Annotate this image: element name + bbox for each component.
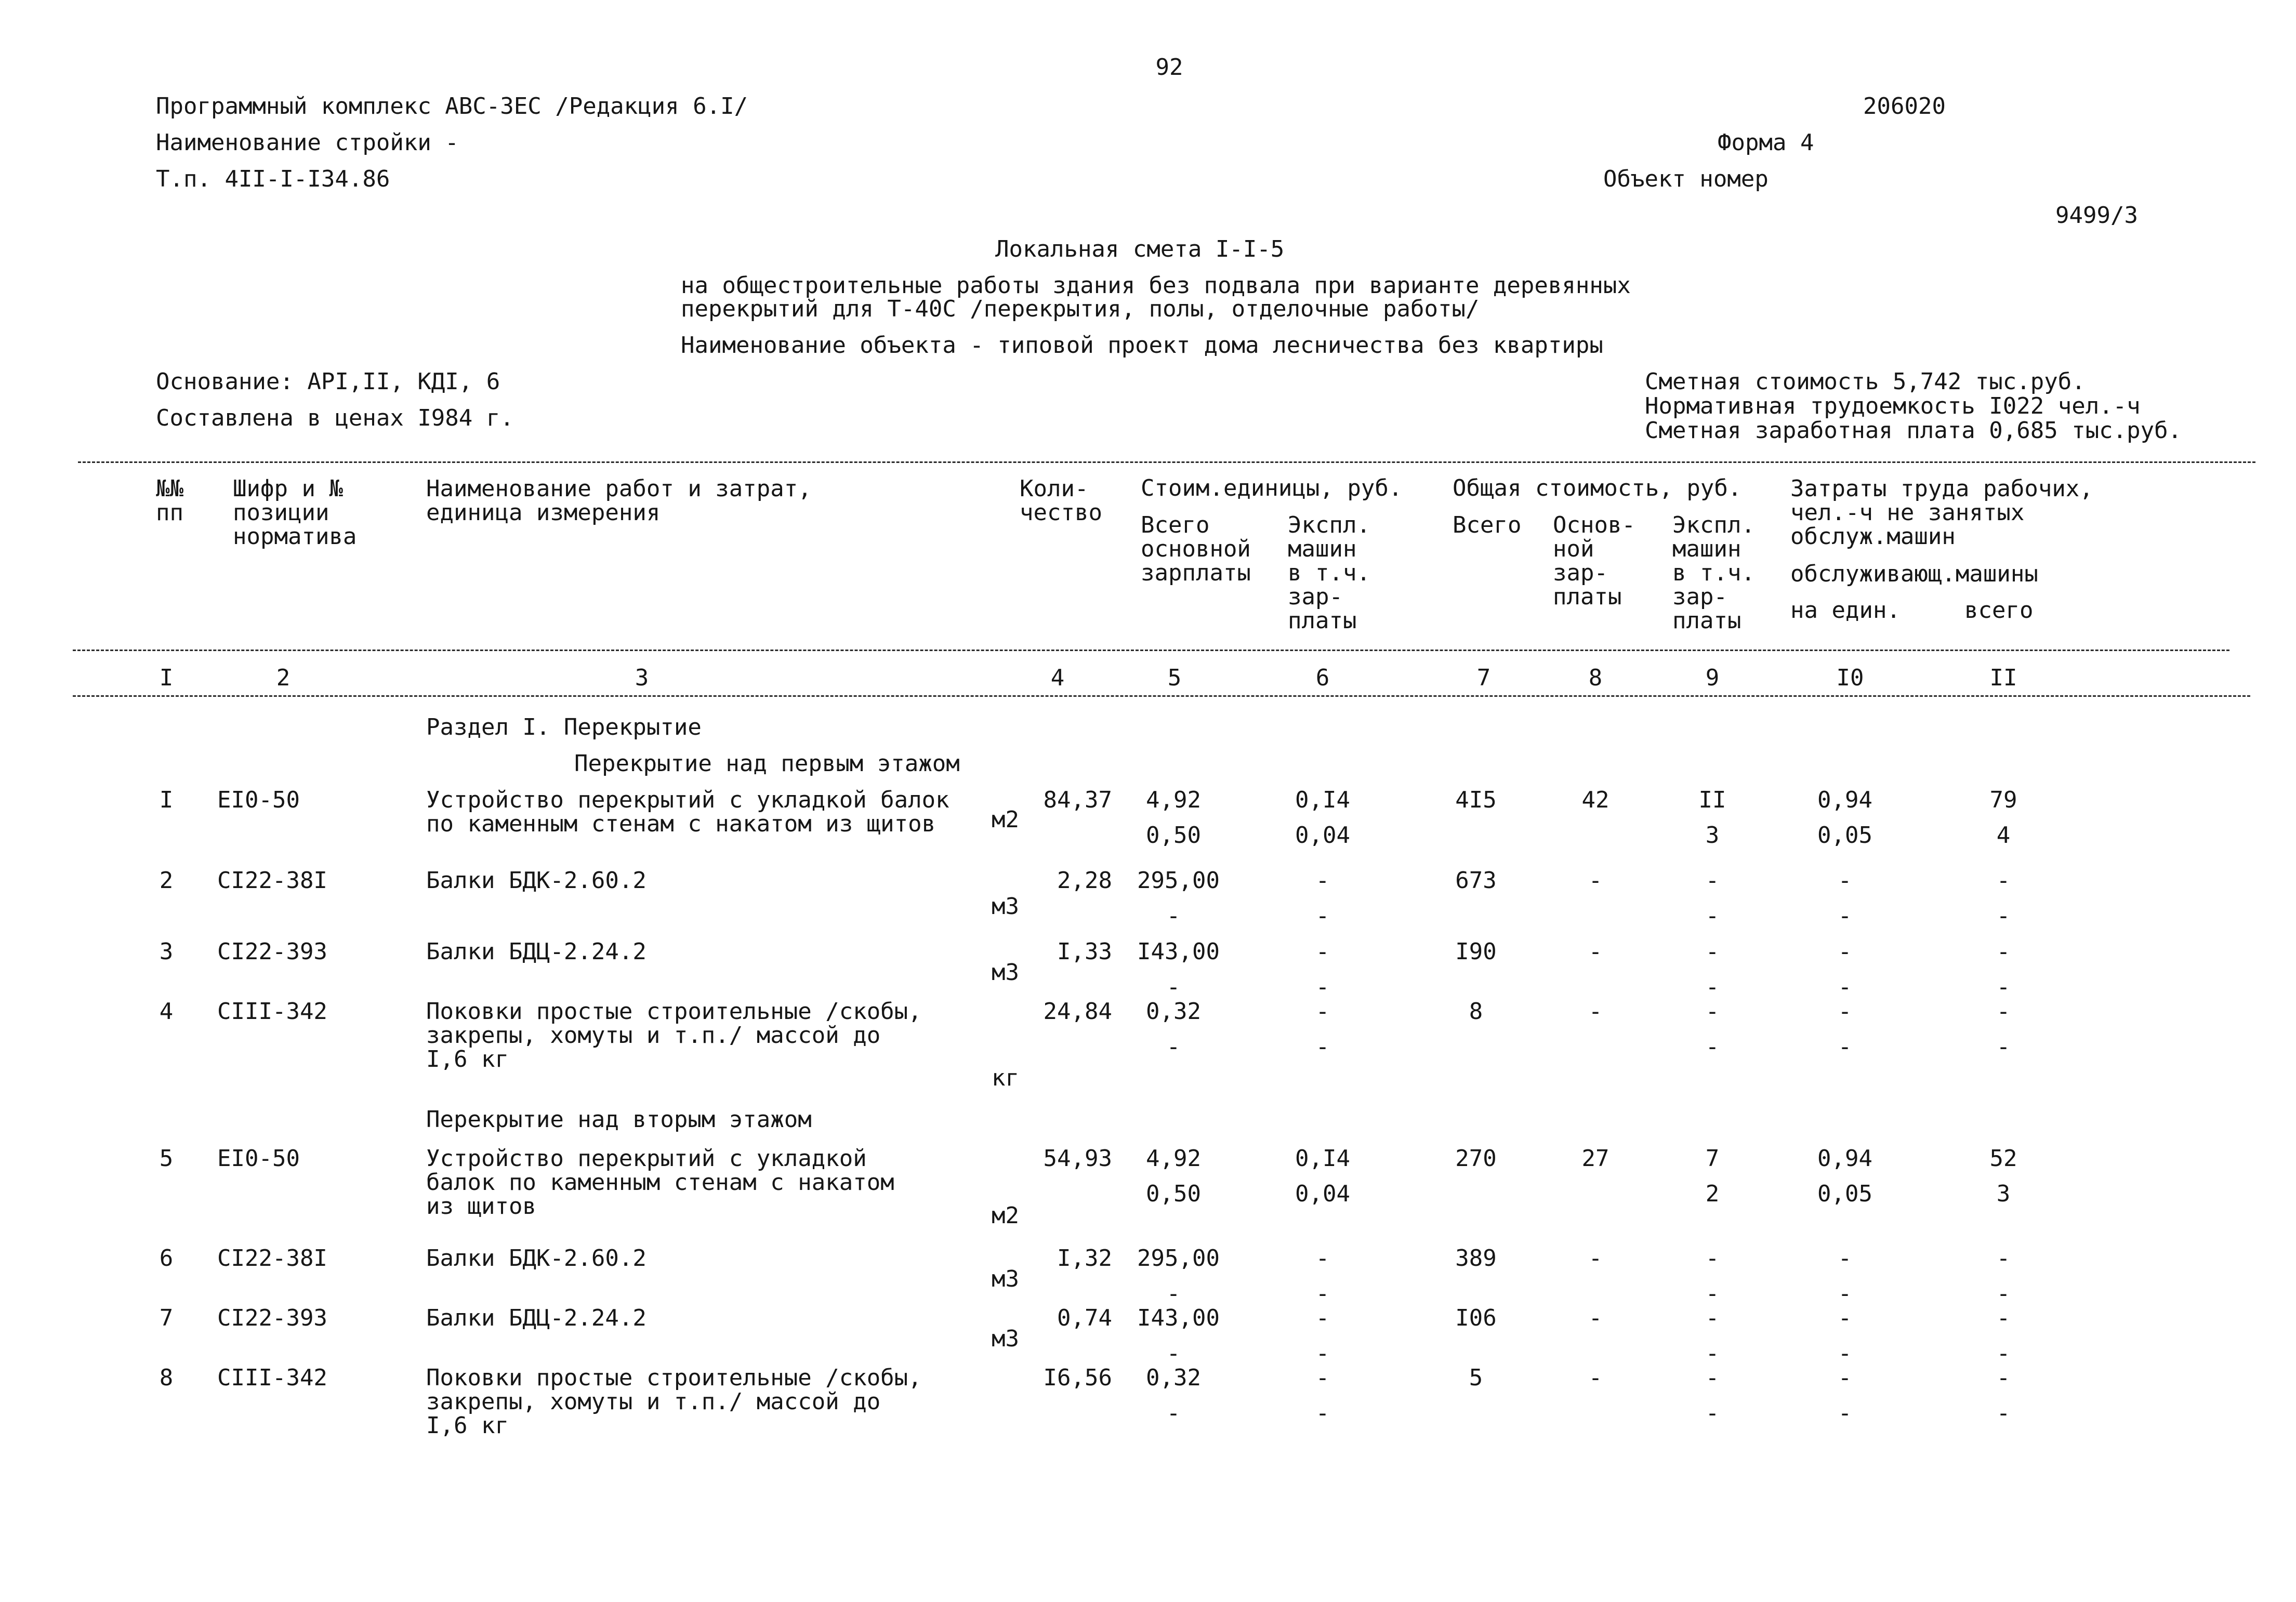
row-c11-value: - xyxy=(1996,1400,2011,1426)
row-c5-value: 4,92 xyxy=(1146,787,1201,813)
row-c9-value: - xyxy=(1705,1280,1720,1307)
row-c6-value: - xyxy=(1315,903,1330,929)
row-c10-value: 0,05 xyxy=(1817,1181,1872,1207)
col-header-unit-machines: Экспл. машин в т.ч. зар- платы xyxy=(1288,512,1370,634)
row-c10-value: - xyxy=(1838,974,1852,1000)
row-total-cost: 270 xyxy=(1455,1145,1497,1172)
object-number: 9499/3 xyxy=(2055,202,2138,229)
row-number: 7 xyxy=(159,1305,174,1331)
row-c5-value: 0,50 xyxy=(1146,1181,1201,1207)
row-c5-value: I43,00 xyxy=(1137,938,1220,965)
row-c10-value: - xyxy=(1838,1305,1852,1331)
row-name-line: по каменным стенам с накатом из щитов xyxy=(426,811,936,837)
row-c6-value: - xyxy=(1315,1365,1330,1391)
row-c6-value: - xyxy=(1315,998,1330,1025)
osnovanie: Основание: АРI,II, КДI, 6 xyxy=(156,368,500,395)
row-unit: м2 xyxy=(992,806,1019,833)
row-name-line: I,6 кг xyxy=(426,1046,509,1073)
row-c9-value: - xyxy=(1705,1245,1720,1272)
col-num-8: 8 xyxy=(1588,665,1603,691)
col-header-labor-sub: обслуживающ.машины xyxy=(1790,561,2038,587)
row-c9-value: - xyxy=(1705,903,1720,929)
row-code: ЕI0-50 xyxy=(217,1145,300,1172)
row-unit: м3 xyxy=(992,893,1019,920)
row-c6-value: 0,I4 xyxy=(1295,787,1350,813)
row-base-wage: - xyxy=(1588,867,1603,894)
row-name-line: I,6 кг xyxy=(426,1412,509,1439)
col-header-number: №№ пп xyxy=(156,475,183,526)
column-number-rule xyxy=(73,695,2250,697)
row-quantity: 0,74 xyxy=(1057,1305,1112,1331)
row-name-line: балок по каменным стенам с накатом xyxy=(426,1169,894,1196)
estimated-cost: Сметная стоимость 5,742 тыс.руб. xyxy=(1645,368,2086,395)
row-base-wage: - xyxy=(1588,938,1603,965)
row-c11-value: - xyxy=(1996,1245,2011,1272)
stroyka-label: Наименование стройки - xyxy=(156,129,459,156)
row-c5-value: - xyxy=(1166,1340,1181,1367)
row-c11-value: - xyxy=(1996,974,2011,1000)
row-base-wage: - xyxy=(1588,998,1603,1025)
row-c9-value: - xyxy=(1705,938,1720,965)
estimate-title: Локальная смета I-I-5 xyxy=(995,236,1285,262)
header-rule-bottom xyxy=(73,650,2229,651)
header-rule-top xyxy=(78,461,2255,463)
col-num-3: 3 xyxy=(635,665,649,691)
row-name-line: Балки БДЦ-2.24.2 xyxy=(426,938,646,965)
row-c11-value: - xyxy=(1996,1305,2011,1331)
row-name-line: из щитов xyxy=(426,1193,536,1220)
row-c11-value: - xyxy=(1996,903,2011,929)
section-title: Раздел I. Перекрытие xyxy=(426,714,702,740)
row-c6-value: - xyxy=(1315,938,1330,965)
row-c10-value: - xyxy=(1838,1034,1852,1060)
row-c9-value: - xyxy=(1705,1400,1720,1426)
row-code: СI22-393 xyxy=(217,938,327,965)
row-c5-value: 4,92 xyxy=(1146,1145,1201,1172)
row-c10-value: - xyxy=(1838,998,1852,1025)
row-name-line: Балки БДЦ-2.24.2 xyxy=(426,1305,646,1331)
row-unit: м3 xyxy=(992,1266,1019,1292)
col-group-total-cost: Общая стоимость, руб. xyxy=(1453,475,1742,501)
row-total-cost: I90 xyxy=(1455,938,1497,965)
row-c5-value: 0,32 xyxy=(1146,1365,1201,1391)
row-c5-value: 0,32 xyxy=(1146,998,1201,1025)
col-header-total-machines: Экспл. машин в т.ч. зар- платы xyxy=(1672,512,1755,634)
row-base-wage: - xyxy=(1588,1245,1603,1272)
row-quantity: 84,37 xyxy=(1043,787,1112,813)
row-total-cost: 4I5 xyxy=(1455,787,1497,813)
row-number: 3 xyxy=(159,938,174,965)
row-c11-value: - xyxy=(1996,867,2011,894)
row-total-cost: 5 xyxy=(1469,1365,1483,1391)
col-header-quantity: Коли- чество xyxy=(1020,475,1102,526)
row-total-cost: 8 xyxy=(1469,998,1483,1025)
col-num-7: 7 xyxy=(1476,665,1491,691)
row-c6-value: - xyxy=(1315,867,1330,894)
document-code: 206020 xyxy=(1863,93,1946,120)
row-c11-value: - xyxy=(1996,1340,2011,1367)
row-total-cost: I06 xyxy=(1455,1305,1497,1331)
tp-number: Т.п. 4II-I-I34.86 xyxy=(156,166,390,192)
row-c11-value: 79 xyxy=(1989,787,2017,813)
row-quantity: 54,93 xyxy=(1043,1145,1112,1172)
col-num-1: I xyxy=(159,665,174,691)
row-quantity: I,32 xyxy=(1057,1245,1112,1272)
row-name-line: закрепы, хомуты и т.п./ массой до xyxy=(426,1388,881,1415)
col-header-code: Шифр и № позиции норматива xyxy=(233,475,357,550)
row-unit: м3 xyxy=(992,1326,1019,1352)
row-c10-value: - xyxy=(1838,1245,1852,1272)
row-c11-value: - xyxy=(1996,938,2011,965)
estimated-wage: Сметная заработная плата 0,685 тыс.руб. xyxy=(1645,417,2182,444)
row-c9-value: - xyxy=(1705,1034,1720,1060)
col-header-per-unit: на един. xyxy=(1790,597,1901,624)
row-c10-value: 0,05 xyxy=(1817,822,1872,849)
row-number: 8 xyxy=(159,1365,174,1391)
col-group-labor: Затраты труда рабочих, чел.-ч не занятых обслуж.машин xyxy=(1790,475,2093,550)
row-c10-value: - xyxy=(1838,903,1852,929)
subsection-first-floor: Перекрытие над первым этажом xyxy=(574,750,960,777)
row-name-line: Балки БДК-2.60.2 xyxy=(426,867,646,894)
col-header-base-wage: Основ- ной зар- платы xyxy=(1553,512,1635,610)
row-c11-value: 3 xyxy=(1996,1181,2011,1207)
row-base-wage: 27 xyxy=(1581,1145,1609,1172)
row-c9-value: - xyxy=(1705,1340,1720,1367)
row-c5-value: 295,00 xyxy=(1137,1245,1220,1272)
program-name: Программный комплекс АВС-3ЕС /Редакция 6.I/ xyxy=(156,93,748,120)
row-c10-value: - xyxy=(1838,938,1852,965)
row-number: 2 xyxy=(159,867,174,894)
row-c5-value: 0,50 xyxy=(1146,822,1201,849)
row-quantity: 24,84 xyxy=(1043,998,1112,1025)
row-c11-value: 4 xyxy=(1996,822,2011,849)
col-header-name: Наименование работ и затрат, единица измерения xyxy=(426,475,812,526)
row-name-line: Поковки простые строительные /скобы, xyxy=(426,1365,922,1391)
row-name-line: Балки БДК-2.60.2 xyxy=(426,1245,646,1272)
row-c5-value: 295,00 xyxy=(1137,867,1220,894)
row-c9-value: II xyxy=(1698,787,1726,813)
title-line-2: перекрытий для Т-40С /перекрытия, полы, отделочные работы/ xyxy=(681,296,1480,322)
col-header-labor-total: всего xyxy=(1964,597,2034,624)
row-code: СI22-38I xyxy=(217,1245,327,1272)
row-base-wage: 42 xyxy=(1581,787,1609,813)
price-basis: Составлена в ценах I984 г. xyxy=(156,405,514,431)
col-num-4: 4 xyxy=(1050,665,1065,691)
title-line-1: на общестроительные работы здания без подвала при варианте деревянных xyxy=(681,272,1631,299)
row-c9-value: 2 xyxy=(1705,1181,1720,1207)
row-c5-value: - xyxy=(1166,1400,1181,1426)
row-c9-value: - xyxy=(1705,1305,1720,1331)
labor-intensity: Нормативная трудоемкость I022 чел.-ч xyxy=(1645,393,2141,419)
row-c10-value: 0,94 xyxy=(1817,787,1872,813)
col-group-unit-cost: Стоим.единицы, руб. xyxy=(1141,475,1403,501)
row-c10-value: - xyxy=(1838,867,1852,894)
row-code: СI22-38I xyxy=(217,867,327,894)
subsection-second-floor: Перекрытие над вторым этажом xyxy=(426,1106,812,1133)
row-c6-value: - xyxy=(1315,1280,1330,1307)
row-code: ЕI0-50 xyxy=(217,787,300,813)
row-c6-value: - xyxy=(1315,1400,1330,1426)
row-quantity: I6,56 xyxy=(1043,1365,1112,1391)
col-num-9: 9 xyxy=(1705,665,1720,691)
col-header-total: Всего xyxy=(1453,512,1522,538)
row-c9-value: - xyxy=(1705,1365,1720,1391)
row-c5-value: - xyxy=(1166,903,1181,929)
row-c10-value: - xyxy=(1838,1340,1852,1367)
row-c10-value: - xyxy=(1838,1400,1852,1426)
col-num-6: 6 xyxy=(1315,665,1330,691)
row-code: СIII-342 xyxy=(217,998,327,1025)
row-name-line: Поковки простые строительные /скобы, xyxy=(426,998,922,1025)
row-quantity: 2,28 xyxy=(1057,867,1112,894)
row-c5-value: - xyxy=(1166,974,1181,1000)
row-c6-value: 0,I4 xyxy=(1295,1145,1350,1172)
col-num-2: 2 xyxy=(276,665,291,691)
row-c10-value: 0,94 xyxy=(1817,1145,1872,1172)
row-number: 6 xyxy=(159,1245,174,1272)
col-header-unit-total: Всего основной зарплаты xyxy=(1141,512,1251,586)
object-name: Наименование объекта - типовой проект дома лесничества без квартиры xyxy=(681,332,1603,359)
row-c9-value: - xyxy=(1705,867,1720,894)
row-c5-value: - xyxy=(1166,1280,1181,1307)
col-num-11: II xyxy=(1989,665,2017,691)
row-c9-value: - xyxy=(1705,998,1720,1025)
col-num-5: 5 xyxy=(1167,665,1182,691)
row-code: СIII-342 xyxy=(217,1365,327,1391)
row-c11-value: 52 xyxy=(1989,1145,2017,1172)
row-c9-value: 7 xyxy=(1705,1145,1720,1172)
object-label: Объект номер xyxy=(1603,166,1769,192)
row-c5-value: I43,00 xyxy=(1137,1305,1220,1331)
row-c10-value: - xyxy=(1838,1365,1852,1391)
row-name-line: закрепы, хомуты и т.п./ массой до xyxy=(426,1022,881,1049)
row-number: 4 xyxy=(159,998,174,1025)
row-c9-value: 3 xyxy=(1705,822,1720,849)
row-unit: м2 xyxy=(992,1202,1019,1229)
row-c6-value: - xyxy=(1315,1305,1330,1331)
row-c6-value: - xyxy=(1315,1034,1330,1060)
row-c9-value: - xyxy=(1705,974,1720,1000)
row-c6-value: - xyxy=(1315,1245,1330,1272)
col-num-10: I0 xyxy=(1836,665,1864,691)
row-base-wage: - xyxy=(1588,1365,1603,1391)
row-total-cost: 389 xyxy=(1455,1245,1497,1272)
row-total-cost: 673 xyxy=(1455,867,1497,894)
row-c11-value: - xyxy=(1996,998,2011,1025)
page-number: 92 xyxy=(1155,54,1183,81)
row-unit: м3 xyxy=(992,959,1019,986)
row-code: СI22-393 xyxy=(217,1305,327,1331)
row-c11-value: - xyxy=(1996,1034,2011,1060)
row-number: 5 xyxy=(159,1145,174,1172)
row-c6-value: - xyxy=(1315,974,1330,1000)
row-c6-value: - xyxy=(1315,1340,1330,1367)
row-c6-value: 0,04 xyxy=(1295,822,1350,849)
forma-label: Форма 4 xyxy=(1718,129,1814,156)
row-number: I xyxy=(159,787,174,813)
row-unit: кг xyxy=(992,1065,1019,1091)
row-name-line: Устройство перекрытий с укладкой xyxy=(426,1145,867,1172)
row-c5-value: - xyxy=(1166,1034,1181,1060)
row-quantity: I,33 xyxy=(1057,938,1112,965)
row-c11-value: - xyxy=(1996,1280,2011,1307)
row-c10-value: - xyxy=(1838,1280,1852,1307)
row-name-line: Устройство перекрытий с укладкой балок xyxy=(426,787,949,813)
row-base-wage: - xyxy=(1588,1305,1603,1331)
row-c11-value: - xyxy=(1996,1365,2011,1391)
row-c6-value: 0,04 xyxy=(1295,1181,1350,1207)
